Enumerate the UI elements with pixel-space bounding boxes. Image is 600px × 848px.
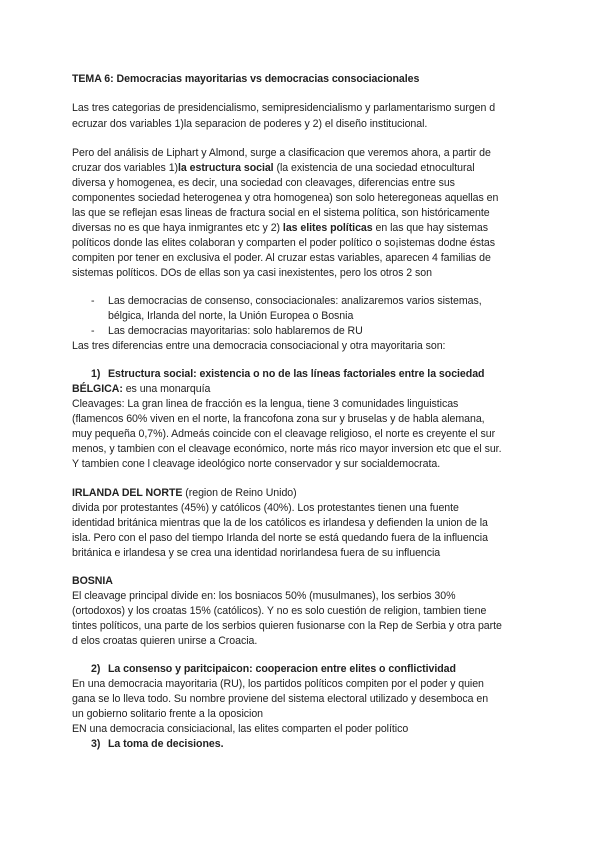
- bosnia-text: d elos croatas quieren unirse a Croacia.: [72, 635, 258, 647]
- bosnia-text: (ortodoxos) y los croatas 15% (católicos). Y no es solo cuestión de religion, tambien tiene: [72, 605, 487, 617]
- belgica-text: menos, y tambien con el cleavage económico, norte más rico mayor inversion etc que el sur.: [72, 443, 502, 455]
- p2-line-1: Pero del análisis de Liphart y Almond, surge a clasificacion que veremos ahora, a partir de: [72, 147, 491, 159]
- section-2-text: un gobierno solitario frente a la oposicion: [72, 708, 264, 720]
- p2-text: cruzar dos variables 1): [72, 162, 179, 174]
- p2-text: en las que hay sistemas: [372, 222, 489, 234]
- bullet-2: Las democracias mayoritarias: solo hablaremos de RU: [108, 325, 363, 337]
- p2-line-4: componentes sociedad heterogenea y otra homogenea) son solo heteregoneas aquellas en: [72, 192, 499, 204]
- intro-line-2: ecruzar dos variables 1)la separacion de poderes y 2) el diseño institucional.: [72, 118, 428, 130]
- belgica-label: BÉLGICA:: [72, 383, 123, 395]
- p2-line-7: políticos donde las elites colaboran y comparten el poder político o so¡istemas dodne éstas: [72, 237, 495, 249]
- irlanda-heading: [72, 487, 297, 500]
- irlanda-desc: (region de Reino Unido): [182, 487, 297, 499]
- irlanda-label: IRLANDA DEL NORTE: [72, 487, 183, 499]
- belgica-text: (flamencos 60% viven en el norte, la francofona zona sur y bruselas y de habla alemana,: [72, 413, 485, 425]
- section-1-heading: Estructura social: existencia o no de las líneas factoriales entre la sociedad: [108, 368, 485, 380]
- bosnia-text: El cleavage principal divide en: los bosniacos 50% (musulmanes), los serbios 30%: [72, 590, 456, 602]
- bullet-dash: -: [91, 295, 95, 307]
- belgica-text: muy pequeña 0,7%). Admeás coincide con el cleavage religioso, el norte es creyente el sur: [72, 428, 496, 440]
- bullet-1-line-2: bélgica, Irlanda del norte, la Unión Europea o Bosnia: [108, 310, 354, 322]
- p2-line-5: las que se reflejan esas lineas de fractura social en el sistema política, son históricamente: [72, 207, 490, 219]
- p2-text: diversas no es que haya inmigrantes etc y 2): [72, 222, 283, 234]
- p2-line-3: diversa y homogenea, es decir, una sociedad con cleavages, diferencias entre sus: [72, 177, 455, 189]
- p2-line-2: [72, 162, 475, 175]
- irlanda-text: identidad británica mientras que la de los católicos es irlandesa y defienden la union de la: [72, 517, 488, 529]
- section-1-number: 1): [91, 368, 101, 380]
- section-2-heading: La consenso y paritcipaicon: cooperacion entre elites o conflictividad: [108, 663, 456, 675]
- term-estructura-social: la estructura social: [178, 162, 274, 174]
- p2-line-8: compiten por tener en exclusiva el poder. Al cruzar estas variables, aparecen 4 familias de: [72, 252, 491, 264]
- bosnia-text: tintes políticos, una parte de los serbios quieren fusionarse con la Rep de Serbia y otra parte: [72, 620, 502, 632]
- belgica-text: Y tambien cone l cleavage ideológico norte conservador y sur socialdemocrata.: [72, 458, 441, 470]
- p2-line-9: sistemas políticos. DOs de ellas son ya casi inexistentes, pero los otros 2 son: [72, 267, 432, 279]
- diff-intro: Las tres diferencias entre una democracia consociacional y otra mayoritaria son:: [72, 340, 446, 352]
- irlanda-text: isla. Pero con el paso del tiempo Irlanda del norte se está quedando fuera de la influencia: [72, 532, 488, 544]
- irlanda-text: británica e irlandesa y se crea una identidad norirlandesa fuera de su influencia: [72, 547, 441, 559]
- intro-line-1: Las tres categorias de presidencialismo, semipresidencialismo y parlamentarismo surgen d: [72, 102, 496, 114]
- section-2-number: 2): [91, 663, 101, 675]
- section-2-text: En una democracia mayoritaria (RU), los partidos políticos compiten por el poder y quien: [72, 678, 484, 690]
- belgica-desc: es una monarquía: [122, 383, 211, 395]
- section-3-number: 3): [91, 738, 101, 750]
- section-2-text: gana se lo lleva todo. Su nombre proviene del sistema electoral utilizado y desemboca en: [72, 693, 489, 705]
- belgica-line: [72, 383, 210, 396]
- bullet-dash: -: [91, 325, 95, 337]
- irlanda-text: divida por protestantes (45%) y católicos (40%). Los protestantes tienen una fuente: [72, 502, 459, 514]
- doc-title: TEMA 6: Democracias mayoritarias vs democracias consociacionales: [72, 73, 420, 85]
- p2-line-6: [72, 222, 488, 235]
- term-elites-politicas: las elites políticas: [282, 222, 373, 234]
- bullet-1-line-1: Las democracias de consenso, consociacionales: analizaremos varios sistemas,: [108, 295, 482, 307]
- p2-text: (la existencia de una sociedad etnocultural: [273, 162, 475, 174]
- belgica-text: Cleavages: La gran linea de fracción es la lengua, tiene 3 comunidades linguisticas: [72, 398, 459, 410]
- section-2-text: EN una democracia consiciacional, las elites comparten el poder político: [72, 723, 409, 735]
- bosnia-label: BOSNIA: [72, 575, 113, 587]
- section-3-heading: La toma de decisiones.: [108, 738, 224, 750]
